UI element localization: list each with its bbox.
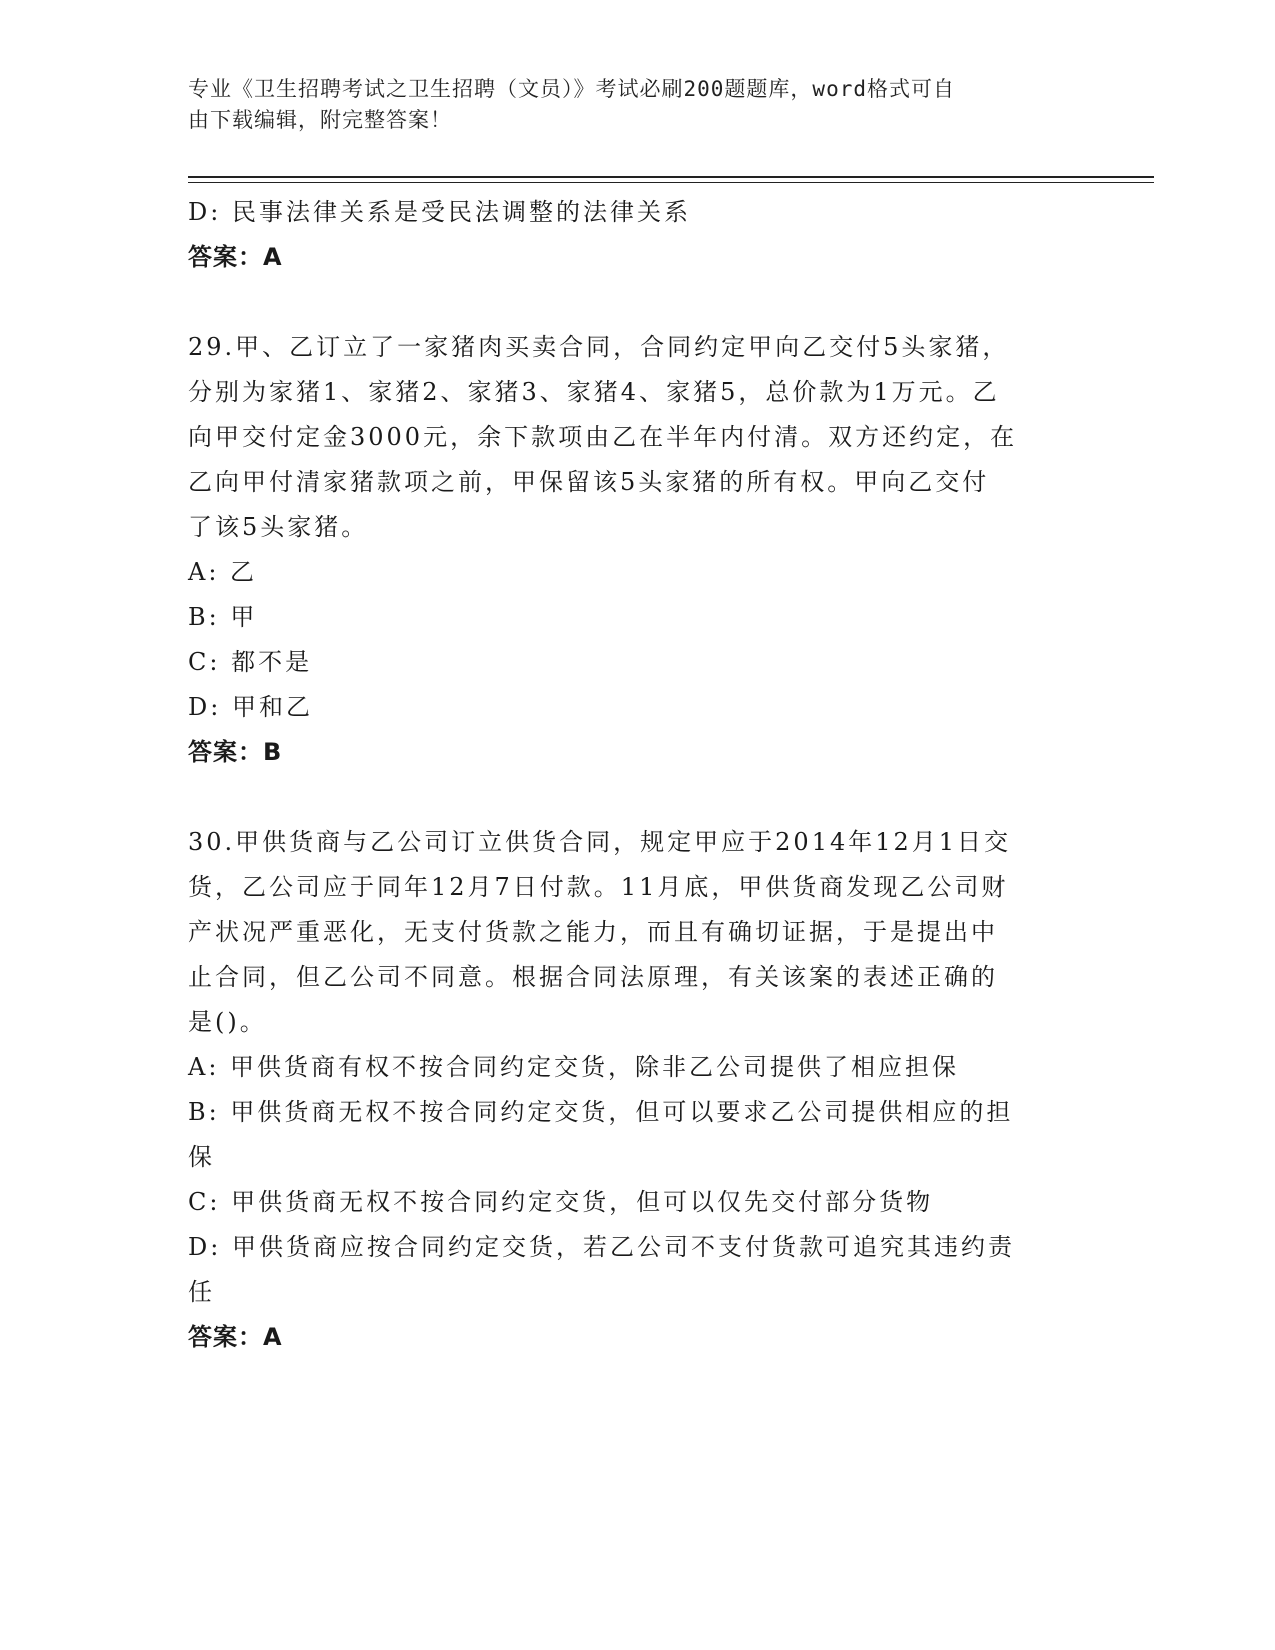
stem-line: 是()。 <box>188 1008 267 1036</box>
prev-answer: 答案：A <box>188 243 283 271</box>
answer: 答案：B <box>188 738 283 766</box>
option-a: A: 乙 <box>188 558 258 586</box>
answer: 答案：A <box>188 1323 283 1351</box>
option-a: A: 甲供货商有权不按合同约定交货，除非乙公司提供了相应担保 <box>188 1053 960 1081</box>
header-line: 专业《卫生招聘考试之卫生招聘（文员）》考试必刷200题题库，word格式可自 <box>188 77 955 101</box>
document-body <box>188 190 1088 1360</box>
question-29 <box>188 325 1088 775</box>
option-b: B: 甲供货商无权不按合同约定交货，但可以要求乙公司提供相应的担 <box>188 1098 1014 1126</box>
stem-line: 了该5头家猪。 <box>188 513 369 541</box>
option-d: D: 甲供货商应按合同约定交货，若乙公司不支付货款可追究其违约责 <box>188 1233 1015 1261</box>
document-header <box>188 74 1068 136</box>
stem-line: 30.甲供货商与乙公司订立供货合同，规定甲应于2014年12月1日交 <box>188 828 1012 856</box>
spacer <box>188 280 1088 325</box>
prev-option-d: D: 民事法律关系是受民法调整的法律关系 <box>188 198 691 226</box>
option-b-continued: 保 <box>188 1143 215 1171</box>
spacer <box>188 775 1088 820</box>
option-c: C: 甲供货商无权不按合同约定交货，但可以仅先交付部分货物 <box>188 1188 934 1216</box>
option-b: B: 甲 <box>188 603 258 631</box>
header-line: 由下载编辑，附完整答案！ <box>188 108 452 132</box>
question-30-stem <box>188 820 1088 1045</box>
option-d: D: 甲和乙 <box>188 693 313 721</box>
stem-line: 货，乙公司应于同年12月7日付款。11月底，甲供货商发现乙公司财 <box>188 873 1009 901</box>
option-d-continued: 任 <box>188 1278 215 1306</box>
stem-line: 止合同，但乙公司不同意。根据合同法原理，有关该案的表述正确的 <box>188 963 998 991</box>
option-c: C: 都不是 <box>188 648 313 676</box>
question-29-stem <box>188 325 1088 550</box>
stem-line: 产状况严重恶化，无支付货款之能力，而且有确切证据，于是提出中 <box>188 918 998 946</box>
stem-line: 乙向甲付清家猪款项之前，甲保留该5头家猪的所有权。甲向乙交付 <box>188 468 990 496</box>
header-divider-thin <box>188 182 1154 183</box>
stem-line: 分别为家猪1、家猪2、家猪3、家猪4、家猪5，总价款为1万元。乙 <box>188 378 1000 406</box>
question-30 <box>188 820 1088 1360</box>
stem-line: 29.甲、乙订立了一家猪肉买卖合同，合同约定甲向乙交付5头家猪， <box>188 333 1010 361</box>
stem-line: 向甲交付定金3000元，余下款项由乙在半年内付清。双方还约定，在 <box>188 423 1018 451</box>
header-divider-thick <box>188 176 1154 178</box>
